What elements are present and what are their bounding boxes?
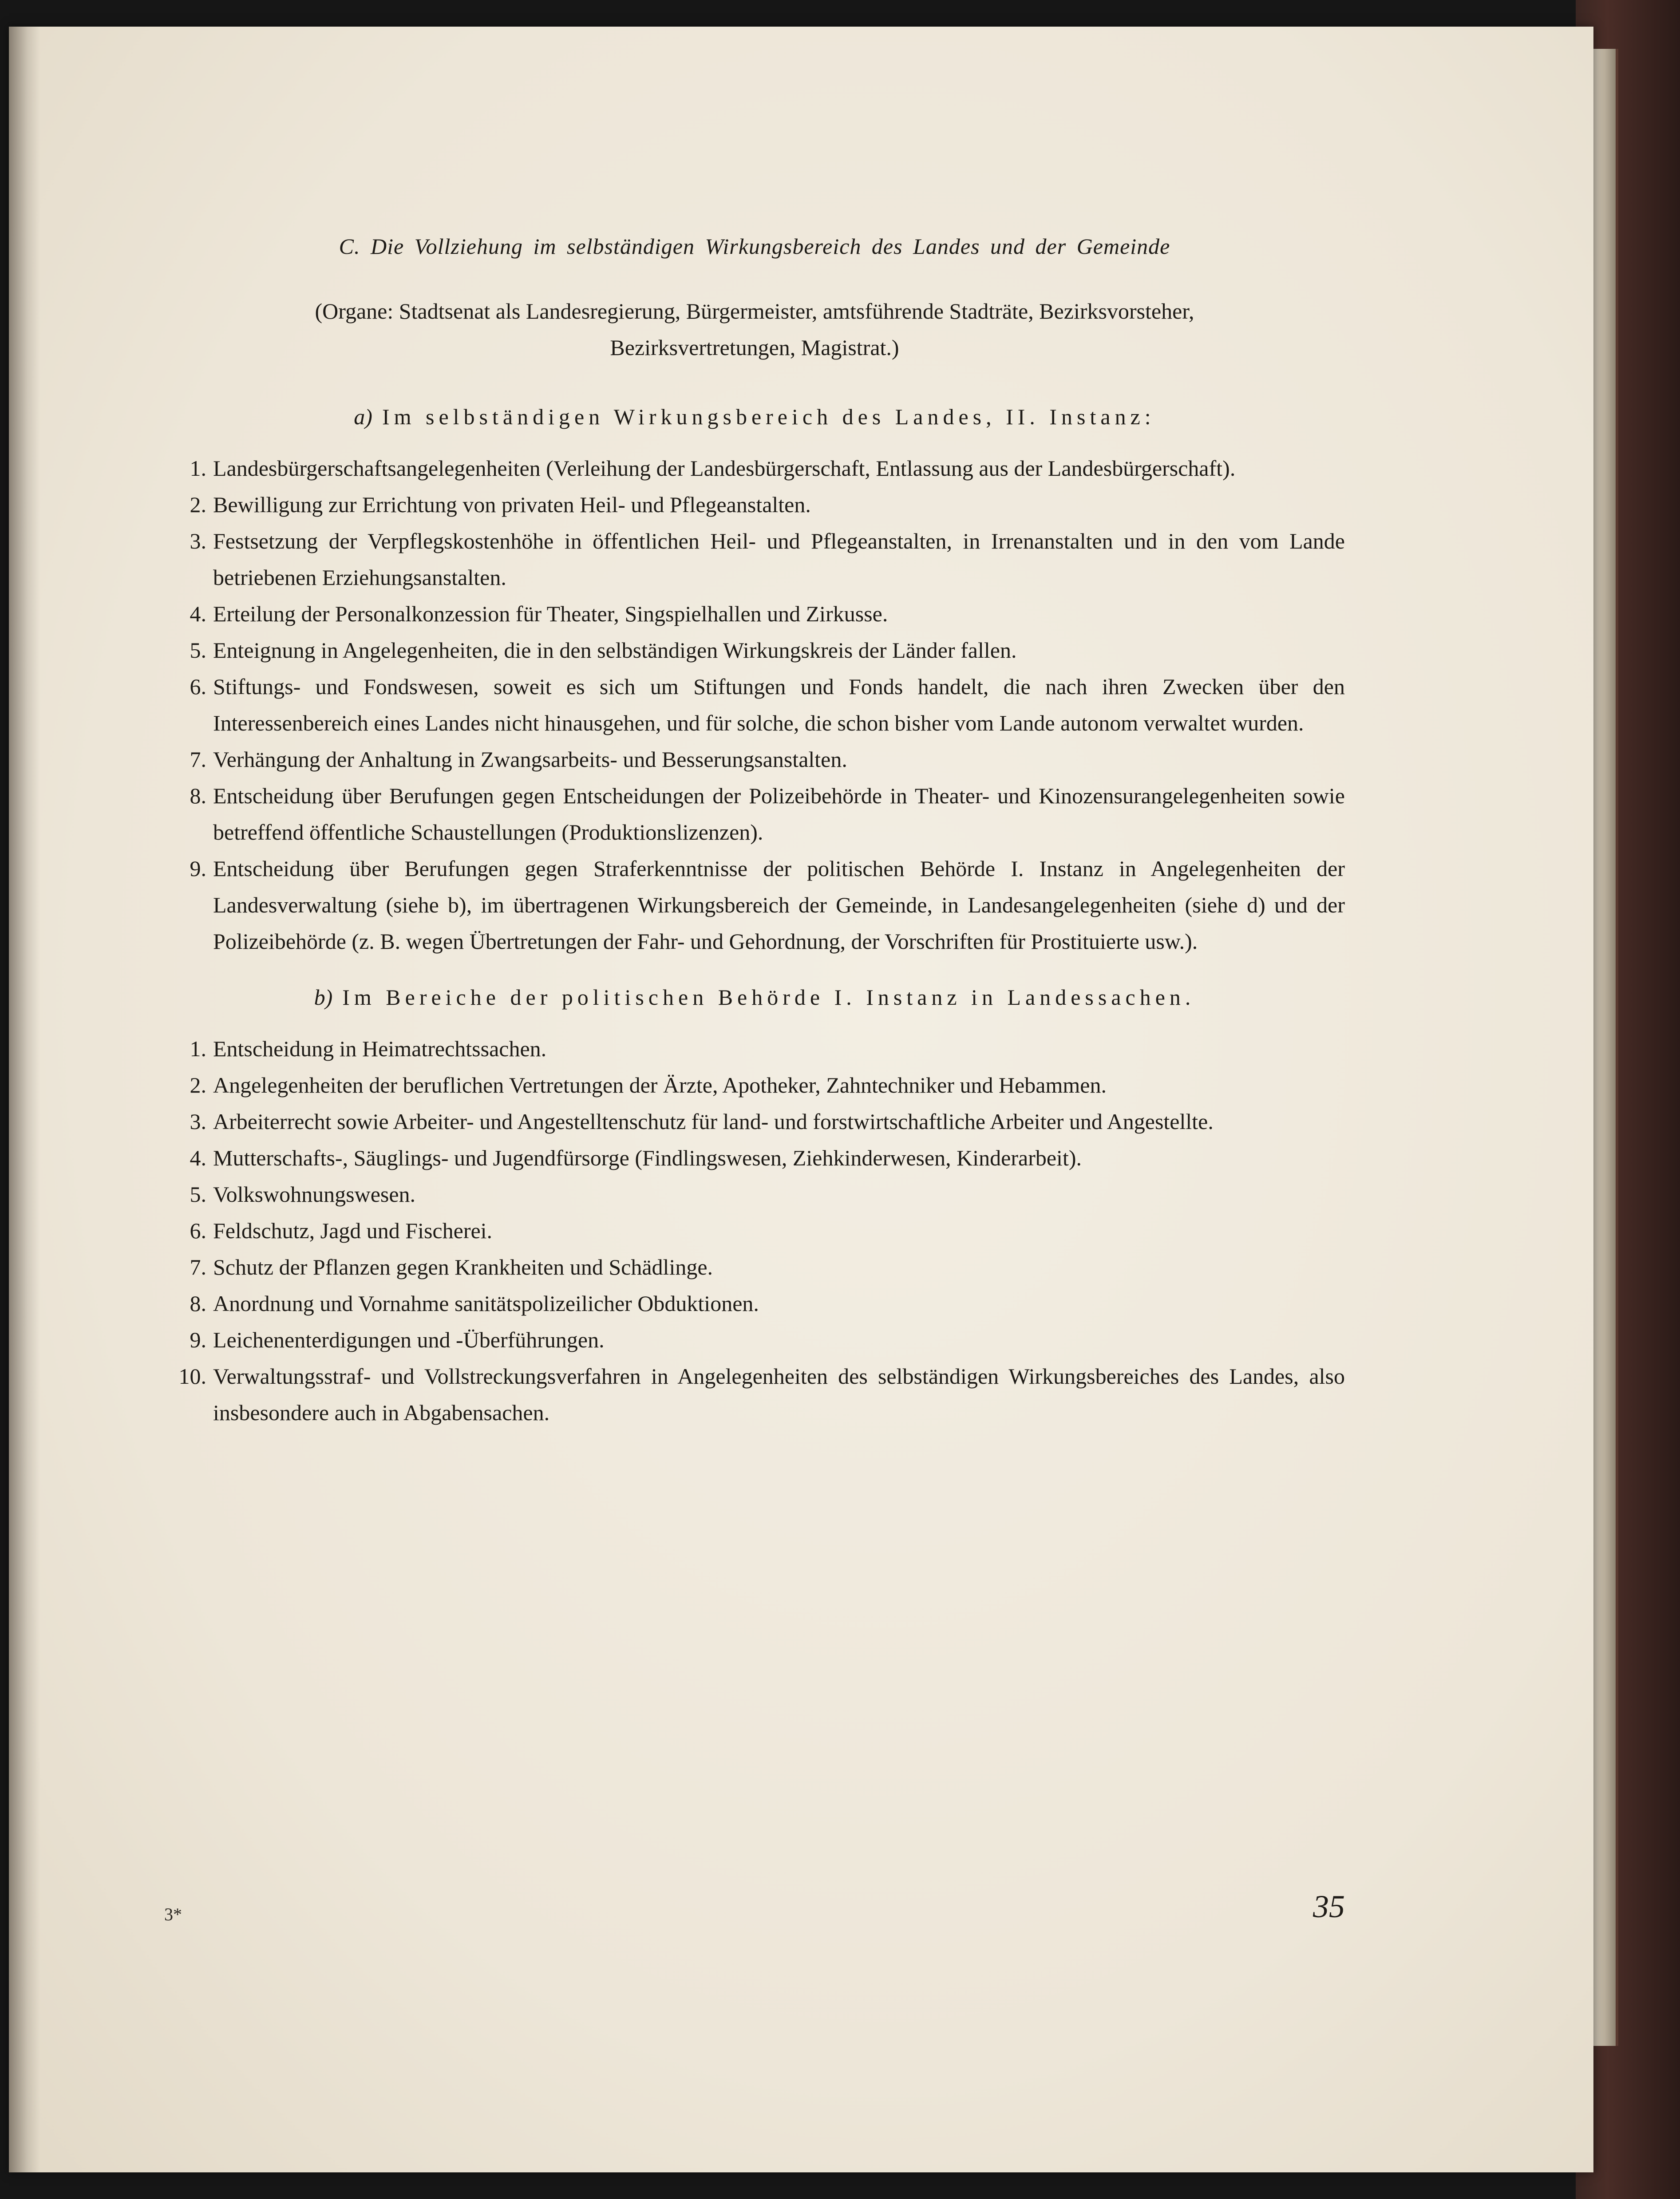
item-number: 9.: [190, 1327, 206, 1352]
list-item: [164, 450, 1345, 486]
item-number: 5.: [190, 1182, 206, 1207]
list-item: [164, 1103, 1345, 1140]
item-number: 9.: [190, 856, 206, 881]
item-text: Angelegenheiten der beruflichen Vertretungen der Ärzte, Apotheker, Zahntechniker und Hebammen.: [213, 1073, 1107, 1098]
page-text: [164, 231, 1345, 1431]
list-item: [164, 850, 1345, 959]
item-text: Mutterschafts-, Säuglings- und Jugendfürsorge (Findlingswesen, Ziehkinderwesen, Kinderarbeit).: [213, 1145, 1082, 1170]
item-text: Anordnung und Vornahme sanitätspolizeilicher Obduktionen.: [213, 1291, 759, 1316]
item-text: Volkswohnungswesen.: [213, 1182, 416, 1207]
item-number: 8.: [190, 783, 206, 808]
subsection-a-title: Im selbständigen Wirkungsbereich des Landes, II. Instanz:: [382, 404, 1155, 429]
list-item: [164, 523, 1345, 596]
item-text: Stiftungs- und Fondswesen, soweit es sich um Stiftungen und Fonds handelt, die nach ihren Zwecken über den Interessenbereich eines Landes nicht hinausgehen, und für solche, die schon bisher vom Lande autonom verwaltet wurden.: [213, 674, 1345, 735]
item-number: 4.: [190, 601, 206, 626]
item-text: Erteilung der Personalkonzession für Theater, Singspielhallen und Zirkusse.: [213, 601, 888, 626]
item-number: 3.: [190, 529, 206, 553]
item-number: 4.: [190, 1145, 206, 1170]
signature-mark: 3*: [164, 1904, 182, 1924]
list-item: [164, 1030, 1345, 1067]
item-number: 7.: [190, 1255, 206, 1279]
list-item: [164, 1140, 1345, 1176]
item-number: 10.: [178, 1364, 206, 1389]
subsection-b-title: Im Bereiche der politischen Behörde I. Instanz in Landessachen.: [342, 985, 1195, 1010]
item-text: Schutz der Pflanzen gegen Krankheiten und Schädlinge.: [213, 1255, 713, 1279]
item-text: Landesbürgerschaftsangelegenheiten (Verleihung der Landesbürgerschaft, Entlassung aus der Landesbürgerschaft).: [213, 456, 1236, 481]
gutter-shadow: [9, 27, 40, 2172]
item-number: 6.: [190, 674, 206, 699]
item-number: 7.: [190, 747, 206, 772]
list-item: [164, 1176, 1345, 1212]
section-spacer: [164, 959, 1345, 982]
organe-note: [164, 293, 1345, 366]
item-text: Arbeiterrecht sowie Arbeiter- und Angestelltenschutz für land- und forstwirtschaftliche Arbeiter und Angestellte.: [213, 1109, 1214, 1134]
list-item: [164, 778, 1345, 850]
item-text: Leichenenterdigungen und -Überführungen.: [213, 1327, 605, 1352]
list-item: [164, 1285, 1345, 1322]
item-number: 5.: [190, 638, 206, 663]
list-item: [164, 1249, 1345, 1285]
item-text: Verwaltungsstraf- und Vollstreckungsverfahren in Angelegenheiten des selbständigen Wirkungsbereiches des Landes, also insbesondere auch in Abgabensachen.: [213, 1364, 1345, 1425]
subsection-a-heading: [164, 401, 1345, 432]
item-number: 6.: [190, 1218, 206, 1243]
organe-line: Bezirksvertretungen, Magistrat.): [610, 335, 899, 360]
list-item: [164, 596, 1345, 632]
list-item: [164, 632, 1345, 668]
item-number: 1.: [190, 1036, 206, 1061]
subsection-b-heading: [164, 982, 1345, 1013]
page-number: 35: [1313, 1889, 1345, 1924]
item-number: 8.: [190, 1291, 206, 1316]
item-number: 3.: [190, 1109, 206, 1134]
subsection-b-list: [164, 1030, 1345, 1431]
list-item: [164, 668, 1345, 741]
subsection-b-lead: b): [314, 985, 333, 1010]
list-item: [164, 1212, 1345, 1249]
item-number: 1.: [190, 456, 206, 481]
item-text: Enteignung in Angelegenheiten, die in den selbständigen Wirkungskreis der Länder fallen.: [213, 638, 1017, 663]
item-text: Entscheidung in Heimatrechtssachen.: [213, 1036, 547, 1061]
item-text: Bewilligung zur Errichtung von privaten Heil- und Pflegeanstalten.: [213, 492, 811, 517]
item-number: 2.: [190, 1073, 206, 1098]
item-text: Entscheidung über Berufungen gegen Entscheidungen der Polizeibehörde in Theater- und Kinozensurangelegenheiten sowie betreffend öffentliche Schaustellungen (Produktionslizenzen).: [213, 783, 1345, 845]
list-item: [164, 1322, 1345, 1358]
list-item: [164, 486, 1345, 523]
subsection-a-list: [164, 450, 1345, 959]
list-item: [164, 1358, 1345, 1431]
item-text: Verhängung der Anhaltung in Zwangsarbeits- und Besserungsanstalten.: [213, 747, 847, 772]
item-text: Feldschutz, Jagd und Fischerei.: [213, 1218, 493, 1243]
subsection-a-lead: a): [354, 404, 372, 429]
item-text: Entscheidung über Berufungen gegen Straferkenntnisse der politischen Behörde I. Instanz in Angelegenheiten der Landesverwaltung (siehe b), im übertragenen Wirkungsbereich der Gemeinde, in Landesangelegenheiten (siehe d) und der Polizeibehörde (z. B. wegen Übertretungen der Fahr- und Gehordnung, der Vorschriften für Prostituierte usw.).: [213, 856, 1345, 954]
list-item: [164, 741, 1345, 778]
item-number: 2.: [190, 492, 206, 517]
section-heading: C. Die Vollziehung im selbständigen Wirkungsbereich des Landes und der Gemeinde: [339, 234, 1170, 259]
list-item: [164, 1067, 1345, 1103]
item-text: Festsetzung der Verpflegskostenhöhe in öffentlichen Heil- und Pflegeanstalten, in Irrenanstalten und in den vom Lande betriebenen Erziehungsanstalten.: [213, 529, 1345, 590]
organe-line: (Organe: Stadtsenat als Landesregierung, Bürgermeister, amtsführende Stadträte, Bezirksvorsteher,: [315, 299, 1194, 324]
